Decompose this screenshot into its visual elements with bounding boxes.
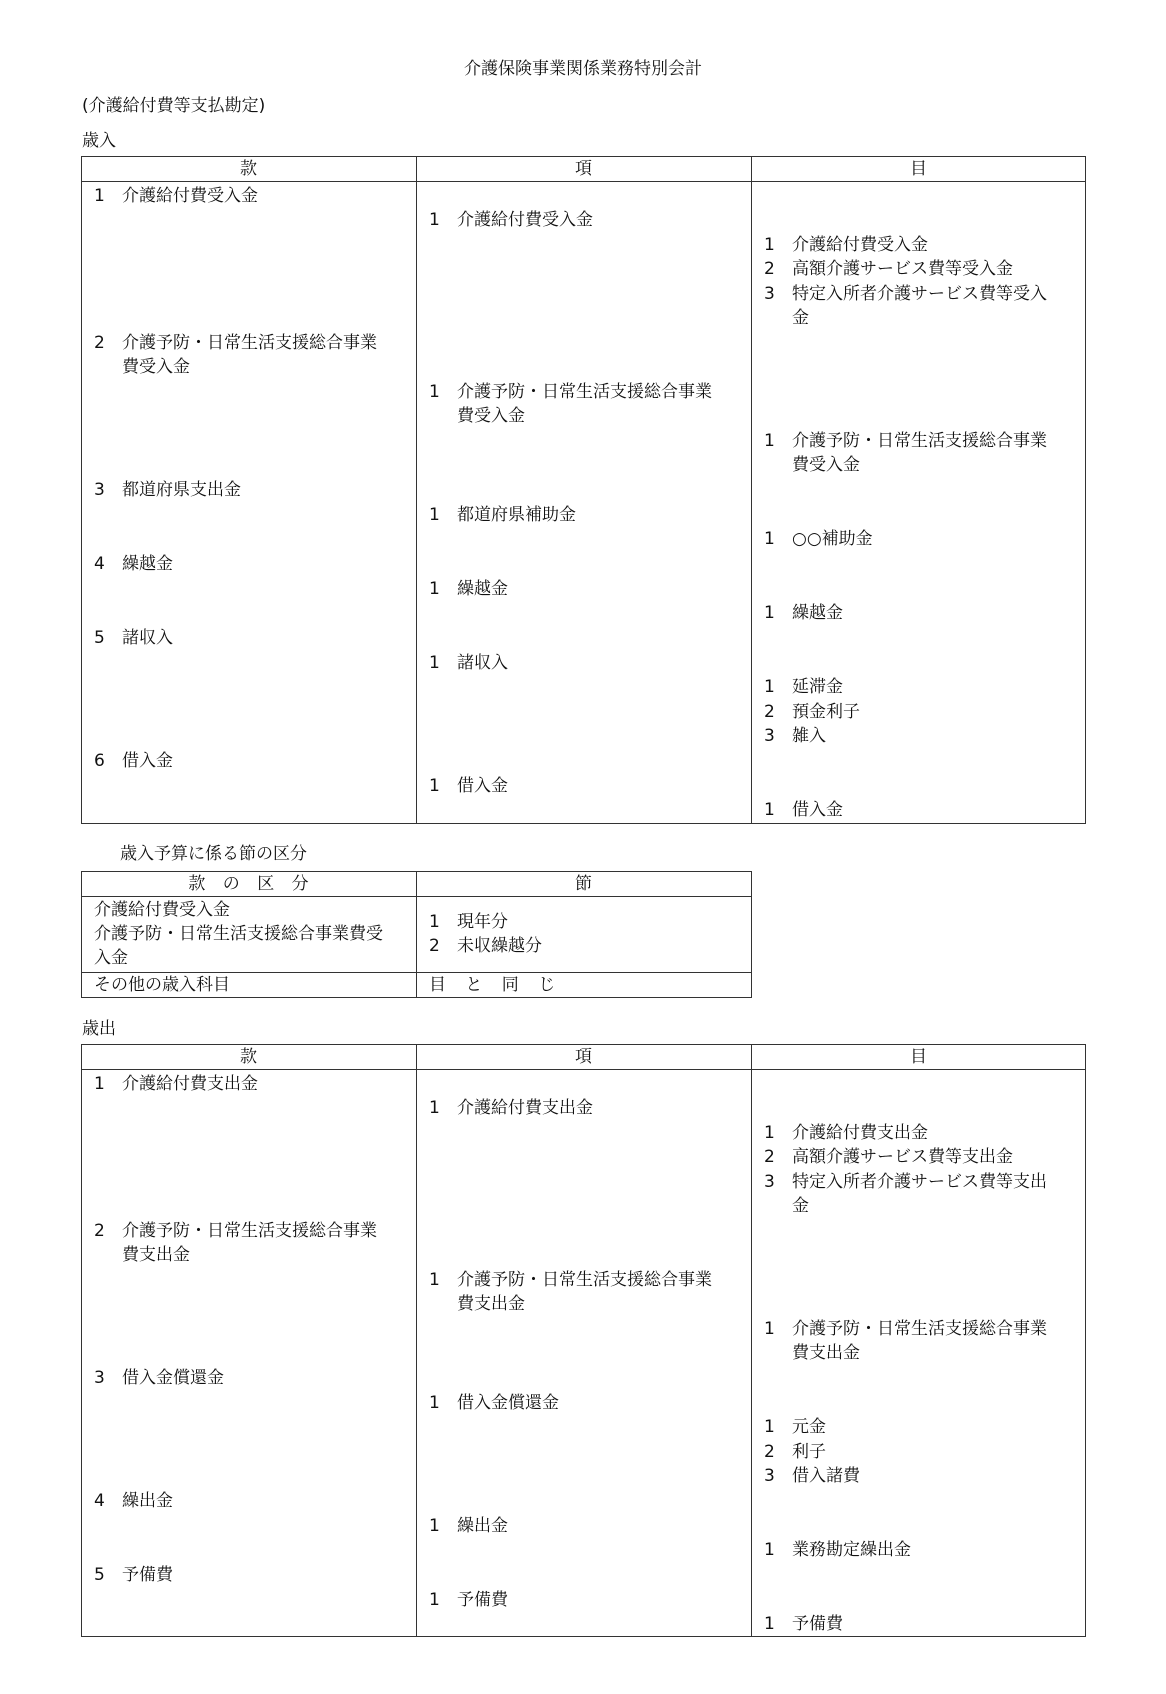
setsu-left-line: 介護予防・日常生活支援総合事業費受 bbox=[94, 924, 383, 944]
expenditure-header-kan: 款 bbox=[240, 1047, 257, 1067]
revenue-heading: 歳入 bbox=[82, 131, 116, 151]
expenditure-col-divider-1 bbox=[416, 1044, 417, 1637]
expenditure-heading: 歳出 bbox=[82, 1019, 116, 1039]
document-title: 介護保険事業関係業務特別会計 bbox=[464, 59, 702, 79]
revenue-col-divider-1 bbox=[416, 156, 417, 824]
setsu-same-as-moku: 目 と 同 じ bbox=[429, 975, 556, 995]
expenditure-header-kou: 項 bbox=[575, 1047, 592, 1067]
setsu-header-setsu: 節 bbox=[575, 874, 592, 894]
account-subtitle: (介護給付費等支払勘定) bbox=[82, 96, 266, 116]
setsu-other-revenue: その他の歳入科目 bbox=[94, 975, 230, 995]
setsu-heading: 歳入予算に係る節の区分 bbox=[120, 844, 307, 864]
setsu-left-line: 入金 bbox=[94, 948, 128, 968]
revenue-header-kou: 項 bbox=[575, 159, 592, 179]
revenue-header-moku: 目 bbox=[910, 159, 927, 179]
expenditure-header-moku: 目 bbox=[910, 1047, 927, 1067]
revenue-header-kan: 款 bbox=[240, 159, 257, 179]
expenditure-col-divider-2 bbox=[751, 1044, 752, 1637]
expenditure-header-divider bbox=[81, 1069, 1086, 1070]
setsu-left-line: 介護給付費受入金 bbox=[94, 900, 230, 920]
revenue-header-divider bbox=[81, 181, 1086, 182]
setsu-header-kubun: 款 の 区 分 bbox=[188, 874, 309, 894]
revenue-col-divider-2 bbox=[751, 156, 752, 824]
